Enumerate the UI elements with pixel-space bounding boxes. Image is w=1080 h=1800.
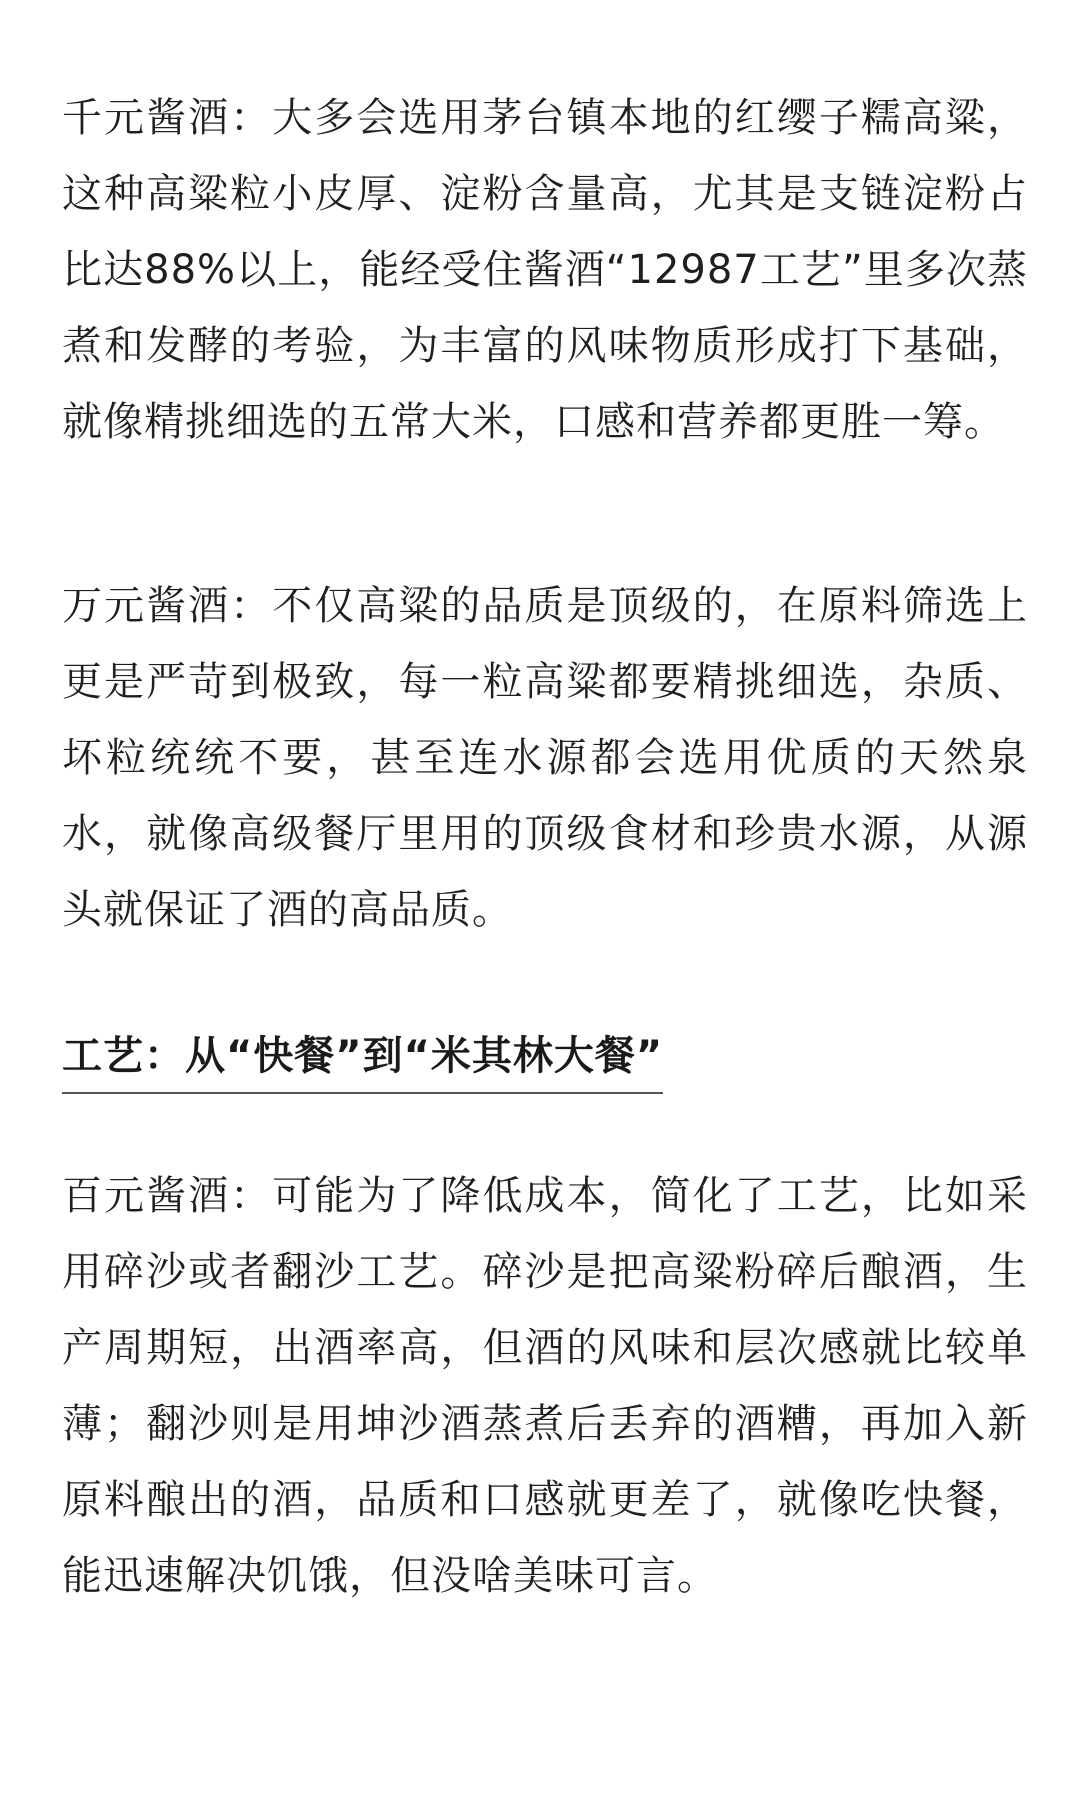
paragraph-qianyuan-jiangjiu: 千元酱酒：大多会选用茅台镇本地的红缨子糯高粱，这种高粱粒小皮厚、淀粉含量高，尤其是支链淀粉占比达88%以上，能经受住酱酒“12987工艺”里多次蒸煮和发酵的考验，为丰富的风味物质形成打下基础，就像精挑细选的五常大米，口感和营养都更胜一筹。 [62,95,1028,445]
paragraph-baiyuan-jiangjiu: 百元酱酒：可能为了降低成本，简化了工艺，比如采用碎沙或者翻沙工艺。碎沙是把高粱粉碎后酿酒，生产周期短，出酒率高，但酒的风味和层次感就比较单薄；翻沙则是用坤沙酒蒸煮后丢弃的酒糟，再加入新原料酿出的酒，品质和口感就更差了，就像吃快餐，能迅速解决饥饿，但没啥美味可言。 [62,1173,1028,1599]
paragraph-wanyuan-jiangjiu: 万元酱酒：不仅高粱的品质是顶级的，在原料筛选上更是严苛到极致，每一粒高粱都要精挑细选，杂质、坏粒统统不要，甚至连水源都会选用优质的天然泉水，就像高级餐厅里用的顶级食材和珍贵水源，从源头就保证了酒的高品质。 [62,583,1028,933]
section-heading-craft: 工艺：从“快餐”到“米其林大餐” [62,1026,663,1094]
